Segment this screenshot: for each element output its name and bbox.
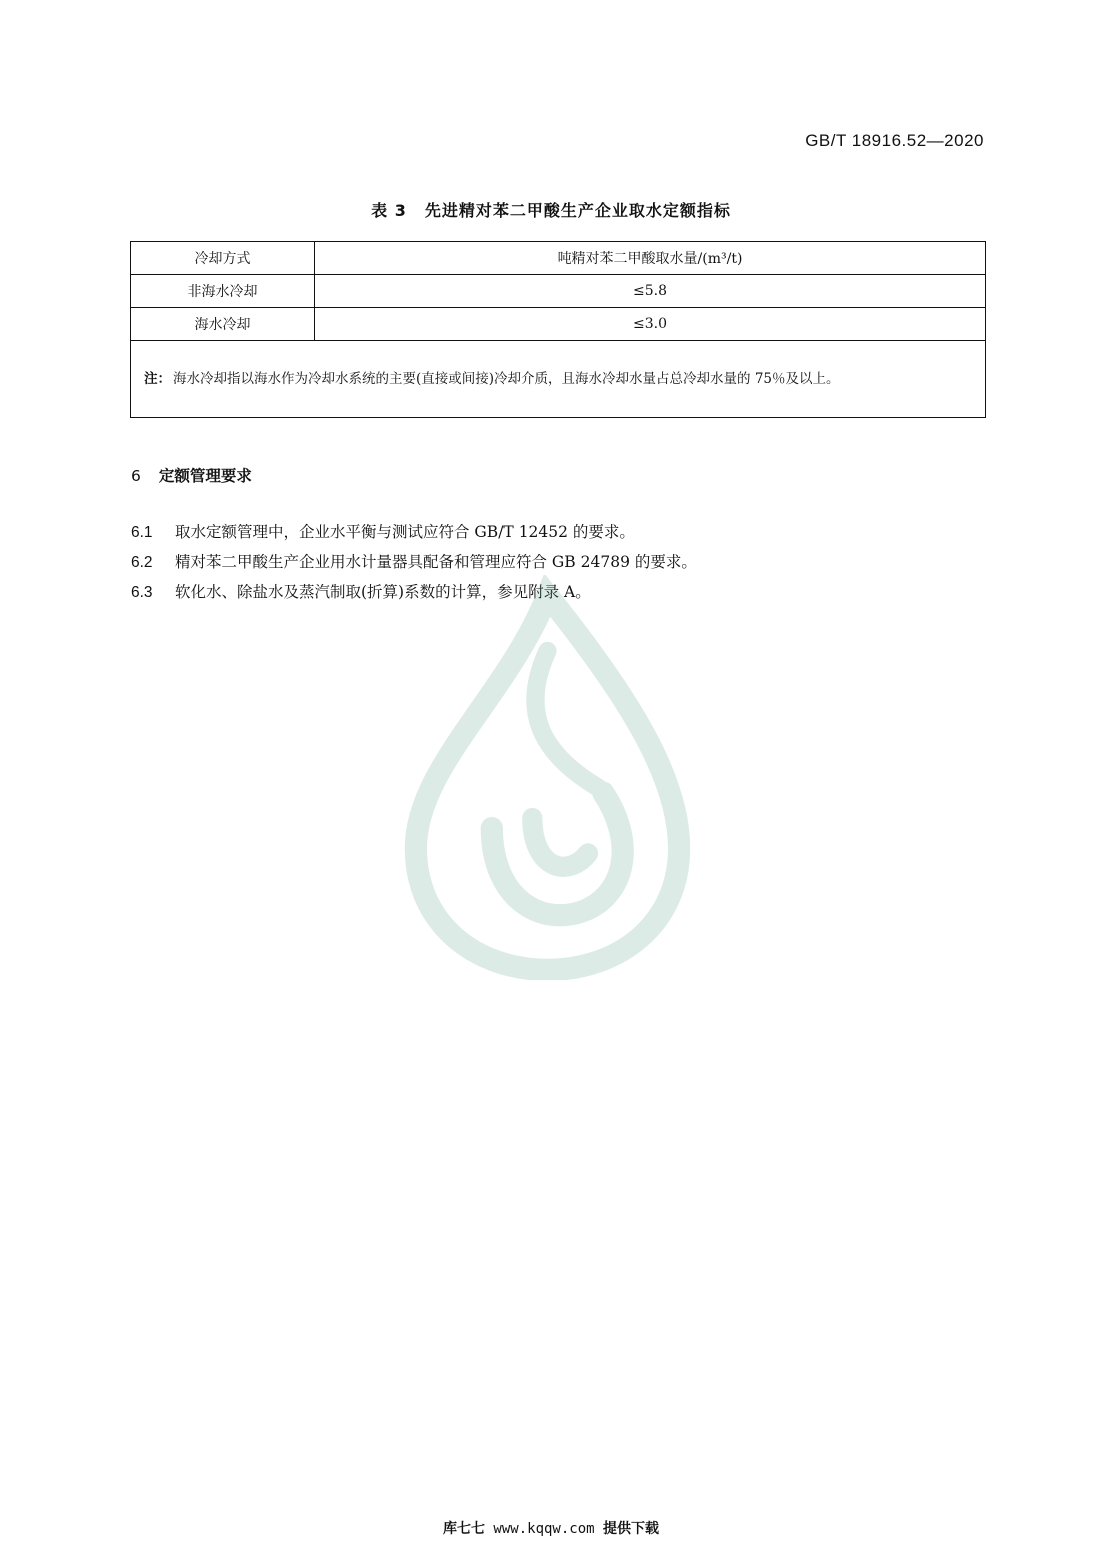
header-cooling-method: 冷却方式 [131,242,315,275]
table-title-text: 先进精对苯二甲酸生产企业取水定额指标 [424,201,731,220]
quota-table [130,241,986,418]
clause-number: 6.1 [131,524,153,541]
row-method: 海水冷却 [131,308,315,341]
water-drop-watermark-icon [395,575,700,980]
section-title: 定额管理要求 [158,467,252,485]
table-header-row [131,242,986,275]
table-note [131,341,986,418]
clause-item [131,520,635,542]
clause-number: 6.2 [131,554,153,571]
row-value: ≤5.8 [315,275,986,308]
table-row [131,275,986,308]
row-method: 非海水冷却 [131,275,315,308]
clause-number: 6.3 [131,584,153,601]
footer [0,1518,1102,1538]
footer-site-name: 库七七 [442,1521,485,1537]
table-title [0,198,1102,221]
header-water-intake: 吨精对苯二甲酸取水量/(m³/t) [315,242,986,275]
note-label: 注： [144,371,171,387]
clause-text: 精对苯二甲酸生产企业用水计量器具配备和管理应符合 GB 24789 的要求。 [175,553,697,571]
table-note-row [131,341,986,418]
table-row [131,308,986,341]
section-heading [131,464,252,486]
clause-text: 取水定额管理中，企业水平衡与测试应符合 GB/T 12452 的要求。 [175,523,635,541]
footer-suffix: 提供下载 [603,1521,660,1537]
note-text: 海水冷却指以海水作为冷却水系统的主要(直接或间接)冷却介质，且海水冷却水量占总冷却水量的 75％及以上。 [173,371,840,387]
footer-url[interactable]: www.kqqw.com [493,1521,595,1537]
clause-item [131,550,697,572]
table-number: 表 3 [371,201,407,220]
section-number: 6 [131,467,141,485]
standard-code: GB/T 18916.52—2020 [805,131,984,150]
row-value: ≤3.0 [315,308,986,341]
clause-text: 软化水、除盐水及蒸汽制取(折算)系数的计算，参见附录 A。 [175,583,591,601]
